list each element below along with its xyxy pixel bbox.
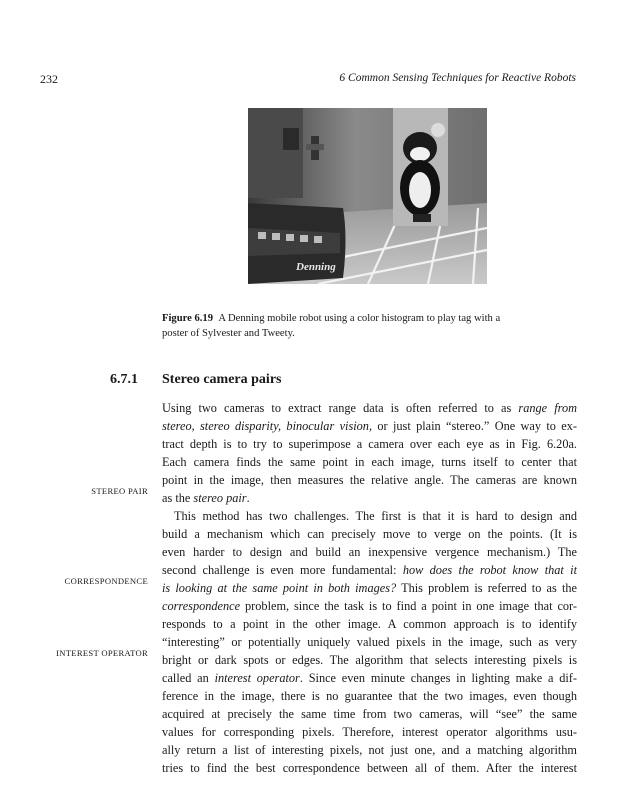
text-line: second challenge is even more fundamental: how does the robot know that it — [162, 563, 577, 577]
margin-note-stereo-pair: STEREO PAIR — [91, 486, 148, 496]
term-correspondence: correspondence — [162, 599, 241, 613]
term-interest-operator: interest operator — [214, 671, 300, 685]
text-line: tract depth is to try to superimpose a camera over each eye as in Fig. 6.20a. — [162, 437, 577, 451]
poster-bird — [431, 123, 445, 137]
text-line: bright or dark spots or edges. The algorithm that selects interesting pixels is — [162, 653, 577, 667]
section-title: Stereo camera pairs — [162, 372, 282, 387]
margin-note-interest-operator: INTEREST OPERATOR — [56, 648, 148, 658]
text-line: called an interest operator. Since even minute changes in lighting make a dif- — [162, 671, 577, 685]
text-line: responds to a point in the other image. A common approach is to identify — [162, 617, 577, 631]
text-line: even harder to design and build an inexpensive vergence mechanism.) The — [162, 545, 577, 559]
term-stereo-pair: stereo pair — [193, 491, 247, 505]
text-line: acquired at precisely the same time from two cameras, will “see” the same — [162, 707, 577, 721]
text-line: Using two cameras to extract range data is often referred to as range from — [162, 401, 577, 415]
running-title: 6 Common Sensing Techniques for Reactive Robots — [339, 72, 576, 84]
text-line: tries to find the best correspondence between all of them. After the interest — [162, 761, 577, 775]
caption-text-1: A Denning mobile robot using a color histogram to play tag with a — [218, 313, 501, 324]
figure-photo — [248, 108, 487, 284]
figure-label: Figure 6.19 — [162, 313, 214, 324]
text-line: This method has two challenges. The first is that it is hard to design and — [174, 509, 577, 523]
figure-caption — [162, 311, 578, 341]
text-line: is looking at the same point in both images? This problem is referred to as the — [162, 581, 577, 595]
text-line: stereo, stereo disparity, binocular vision, or just plain “stereo.” One way to ex- — [162, 419, 577, 433]
page-number: 232 — [40, 72, 58, 86]
margin-note-correspondence: CORRESPONDENCE — [64, 576, 148, 586]
text-line: ally return a list of interesting pixels, not just one, and a matching algorithm — [162, 743, 577, 757]
robot-photo-illustration — [248, 108, 487, 284]
text-line: build a mechanism which can precisely move to verge on the points. (It is — [162, 527, 577, 541]
text-line: as the stereo pair. — [162, 491, 250, 505]
text-line: “interesting” or potentially uniquely valued pixels in the image, such as very — [162, 635, 577, 649]
text-line: correspondence problem, since the task is to find a point in one image that cor- — [162, 599, 577, 613]
text-line: Each camera finds the same point in each image, turns itself to center that — [162, 455, 577, 469]
text-line: point in the image, then measures the relative angle. The cameras are known — [162, 473, 577, 487]
text-line: values for corresponding pixels. Therefore, interest operator algorithms usu- — [162, 725, 577, 739]
section-number: 6.7.1 — [110, 372, 138, 387]
text-line: ference in the image, there is no guarantee that the two images, even though — [162, 689, 577, 703]
body-text — [162, 399, 577, 777]
robot-brand-text: Denning — [296, 261, 336, 273]
robot-upper — [248, 108, 303, 198]
caption-text-2: poster of Sylvester and Tweety. — [162, 328, 295, 339]
